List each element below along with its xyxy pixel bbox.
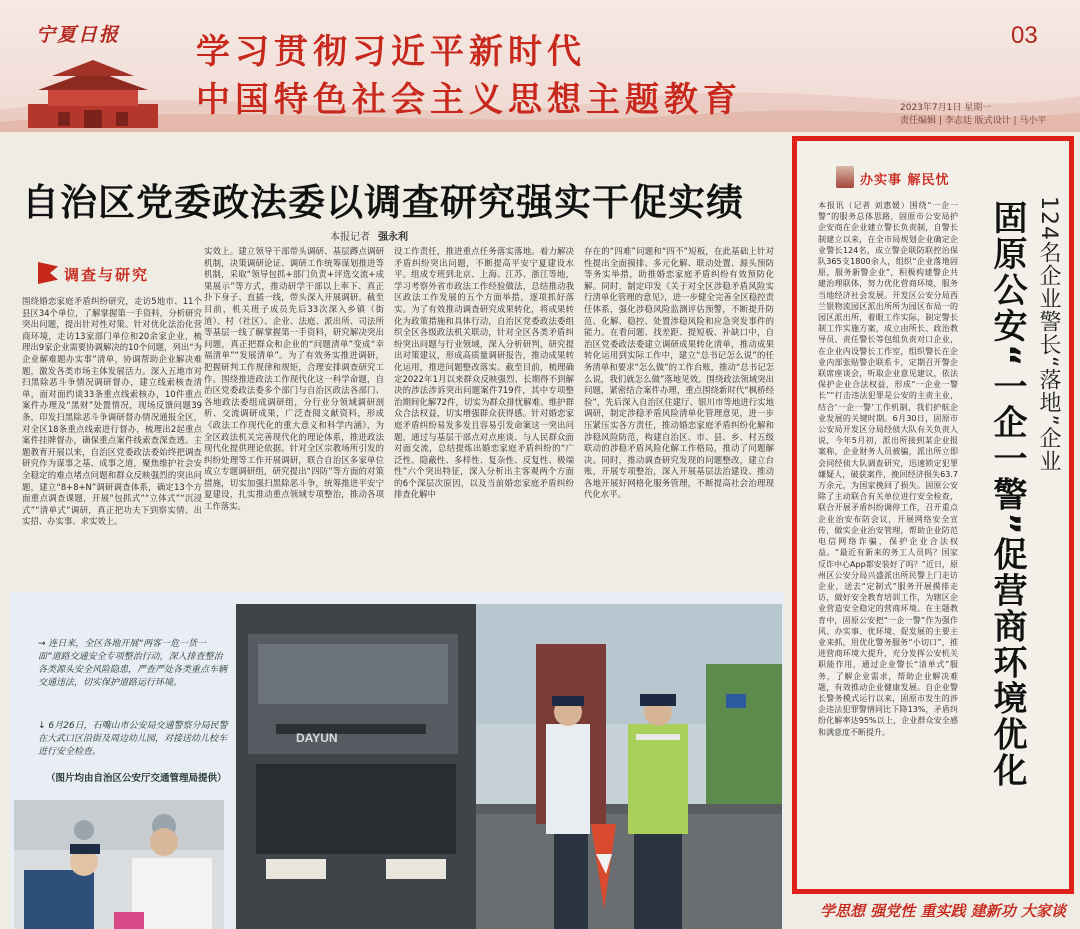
side-article-body: 本报讯（记者 刘惠媛）围绕“一企一警”的服务总体思路，固原市公安局护企安商在企业建立警长负责制，自警长制建立以来，在全市局规划企业确定企业警长124名，成立警企联防联控治保队365支1800余人，组织“企业落地固原，服务新警企业”，积极构建警企共建治理联体，努力优化营商环境，服务当地经济社会发展。开发区公安分局西兰银物流园区派出所所为园区布局一的园区派出所，着眼工作实际，制定警长制工作实施方案，成立由所长、政治教导员、责任警长等包组负责对口企业，在企业内设警长工作室，组织警长在企业内部张贴警企联系卡，定期召开警企联席座谈会，听取企业意见建议，依法保护企业合法权益，形成“一企业一警长”“打击违法犯罪是公安的主责主业，结合‘一企一警’工作机制，我们护航企业发展的关键时期。6月30日，固原市公安局开发区分局经侦大队有关负责人说，今年5月初，派出所接到某企业报案称，企业财务人员被骗，派出所立即会同经侦大队调查研究，迅速锁定犯罪嫌疑人，破获案件，挽回经济损失63.7万余元，为国家挽回了损失。固原公安除了主动联合有关单位进行安全检查，联合开展矛盾纠纷调停工作，召开重点企业治安布防会议，开展网络安全宣传，做实企业治安管理，帮助企业防范电信网络诈骗，保护企业合法权益。“最近有新来的务工人员吗？国家反诈中心App都安装好了吗？”近日，原州区公安分局兴盛派出所民警上门走访企业，送去“定制式”服务开展摸排走访，做好安全教育培训工作，为辖区企业营造安全稳定的营商环境。在主题教育中，固原公安把“一企一警”作为强作风、办实事、优环境、促发展的主要主业来抓，用优化警务服务“小切口”，推进营商环境大提升，充分发挥公安机关职能作用，通过企业警长“清单式”服务，了解企业需求，帮助企业解决难题，有效推动企业健康发展。自企业警长警务模式运行以来，固原市发生的涉企违法犯罪警情同比下降13%，矛盾纠纷化解率达95%以上，企业群众安全感和满意度不断提升。: [818, 201, 958, 737]
side-article-title: 固原公安“一企一警”促营商环境优化: [987, 200, 1027, 789]
article-column-4: 存在的“四难”问题和“四不”短板，在此基础上针对性提出全面摸排、多元化解、联动处置、源头预防等务实举措，助推婚恋家庭矛盾纠纷有效预防化解。同时，制定印发《关于对全区涉稳矛盾风险实行清单化管理的意见》，进一步健全完善全区稳控责任体系，强化涉稳风险监测评估预警，不断提升防范、化解、稳控、处置涉稳风险和应急突发事件的能力。在看问题、找差距、提短板、补缺口中，自治区党委政法委建立调研成果转化清单，推动成果转化运用到实际工作中，建立“总书记怎么说”的任务清单和要求“怎么做”的工作台账，推动“总书记怎么说，我们就怎么做”落地见效。围绕政法领域突出问题，紧密结合案件办理，重点围绕新时代“枫桥经验”，先后深入自治区住建厅、银川市等地进行实地调研，制定涉稳矛盾风险清单化管理意见，进一步压紧压实各方责任，推动婚恋家庭矛盾纠纷化解和涉稳风险防范，构建自治区、市、县、乡、村五级联动的涉稳矛盾风险化解工作格局，推动了问题解决。同时，推动调查研究发现的问题整改，建立台账，开展专项整治，深入开展基层法治建设、推动各地开展好网格化服务管理，不断提高社会治理现代化水平。: [584, 246, 774, 500]
side-section-badge: [836, 166, 966, 190]
building-icon: [836, 166, 854, 188]
article-column-3: 设工作责任，推进重点任务落实落地。着力解决矛盾纠纷突出问题，不断提高平安宁夏建设水平。组成专班到北京、上海、江苏、浙江等地，学习考察外省市政法工作经验做法，总结推动我区政法工作发展的五个方面举措，逐项抓好落实。为了有效推动调查研究成果转化，将成果转化为政策措施和具体行动，自治区党委政法委组织全区各级政法机关联动，针对全区各类矛盾纠纷突出问题与行业领域，深入分析研判，研究提出对策建议，形成高质量调研报告，推动成果转化运用，推进问题整改落实。截至目前，梳理确定2022年1月以来群众反映强烈、长期得不到解决的涉法涉诉突出问题案件719件，其中专项整治期间化解72件，切实为群众排忧解难、维护群众合法权益，切实增强群众获得感。针对婚恋家庭矛盾纠纷易发多发且容易引发命案这一突出问题，通过与基层干部点对点座谈、与人民群众面对面交流，总结提炼出婚恋家庭矛盾纠纷的“广泛性、隐蔽性、多样性、复杂性、反复性、极端性”六个突出特征，深入分析出主客观两个方面的6个深层次原因，以及当前婚恋家庭矛盾纠纷排查化解中: [394, 246, 574, 500]
bottom-slogan: 学思想 强党性 重实践 建新功 大家谈: [820, 902, 1066, 920]
byline-prefix: 本报记者: [330, 232, 370, 243]
article-column-2: 实效上。建立领导干部带头调研、基层蹲点调研机制，决策调研论证、调研工作统筹谋划推进等机制，采取“领导包抓+部门负责+评选交流+成果展示”等方式，推动研学干部以上率下、真正扑下身子、直插一线，带头深入开展调研。截至目前，机关班子成员先后33次深入乡镇（街道）、村（社区）、企业、法庭、派出所、司法所等基层一线了解掌握第一手资料，研究解决突出问题，真正把群众和企业的“问题清单”变成“幸福清单”“发展清单”。为了有效务实推进调研，把握研判工作规律和规矩，合理安排调查研究工作。围绕推进政法工作现代化这一科学命题，自治区党委政法委多个部门与自治区政法各部门、各地政法委组成调研组，分行业分领域调研剖析、交流调研成果，广泛查阅文献资料，形成《政法工作现代化的重大意义和科学内涵》，为全区政法机关完善现代化的理论体系，推进政法现代化提供理论依据。针对全区宗教场所引发的纠纷处理等工作开展调研，联合自治区多家单位成立专题调研组，研究提出“四防”等方面的对策措施，切实加强扫黑除恶斗争，统筹推进平安宁夏建设，扎实推动重点领域专项整治，推动各项工作落实。: [204, 246, 384, 512]
main-headline: 自治区党委政法委以调查研究强实干促实绩: [22, 181, 744, 224]
newspaper-masthead: 宁夏日报: [36, 24, 121, 46]
main-byline: [330, 228, 408, 243]
section-badge: [38, 262, 166, 286]
photo-caption-1: → 连日来，全区各地开展“两客一危一货一面”道路交通安全专项整治行动，深入排查整治各类源头安全风险隐患，严查严处各类重点车辆交通违法，切实保护道路运行环境。: [38, 639, 228, 688]
theme-title-line-1: 学习贯彻习近平新时代: [196, 32, 586, 72]
byline-author: 强永利: [378, 232, 408, 243]
photo-credit: （图片均由自治区公安厅交通管理局提供）: [46, 773, 227, 784]
editor-credit: 责任编辑 | 李志廷 版式设计 | 马小平: [900, 116, 1047, 126]
tiananmen-gate-icon: [18, 52, 168, 132]
side-article-subtitle: 124名企业警长“落地”企业: [1036, 196, 1061, 473]
page-header: [0, 0, 1080, 132]
truck-checkpoint-photo: [236, 604, 782, 929]
photo-caption-2: ↓ 6月26日，石嘴山市公安局交通警察分局民警在大武口区沿街及周边幼儿园，对接送幼儿校车进行安全检查。: [38, 721, 228, 757]
truck-plate-text: DAYUN: [296, 731, 338, 745]
page-number: 03: [1011, 22, 1038, 49]
theme-title-line-2: 中国特色社会主义思想主题教育: [196, 80, 742, 120]
section-label: 调查与研究: [64, 266, 150, 284]
side-section-label: 办实事 解民忧: [860, 173, 950, 188]
flag-icon: [38, 262, 58, 284]
article-column-1: 围绕婚恋家庭矛盾纠纷研究，走访5地市、11个县区34个单位，了解掌握第一手资料，分析研究突出问题，提出针对性对策。针对优化法治化营商环境，走访13家部门单位和20余家企业，梳理出9家企业需要协调解决的10个问题，列出“为企业解难题办实事”清单，协调帮助企业解决难题，激发各类市场主体发展活力。深入五地市对扫黑除恶斗争情况调研督办，建立线索核查清单，面对面约谈33条重点线索核办，10件重点案件办理及“黑财”处置情况，现场反馈问题39条，印发扫黑除恶斗争调研督办情况通报全区，对全区18条重点线索进行督办，梳理出2起重点案件挂牌督办，确保重点案件线索查深查透。主题教育开展以来，自治区党委政法委始终把调查研究作为谋事之基、成事之道，聚焦维护社会安全稳定的难点堵点问题和群众反映强烈的突出问题，建立“8+8+N”调研调查体系，确定13个方面重点调查课题，开展“包抓式”“立体式”“沉浸式”“清单式”调研，真正把功夫下到察实情、出实招、办实事、求实效上。: [22, 296, 202, 527]
school-bus-inspection-photo: [14, 800, 224, 929]
issue-date: 2023年7月1日 星期一: [900, 103, 992, 113]
